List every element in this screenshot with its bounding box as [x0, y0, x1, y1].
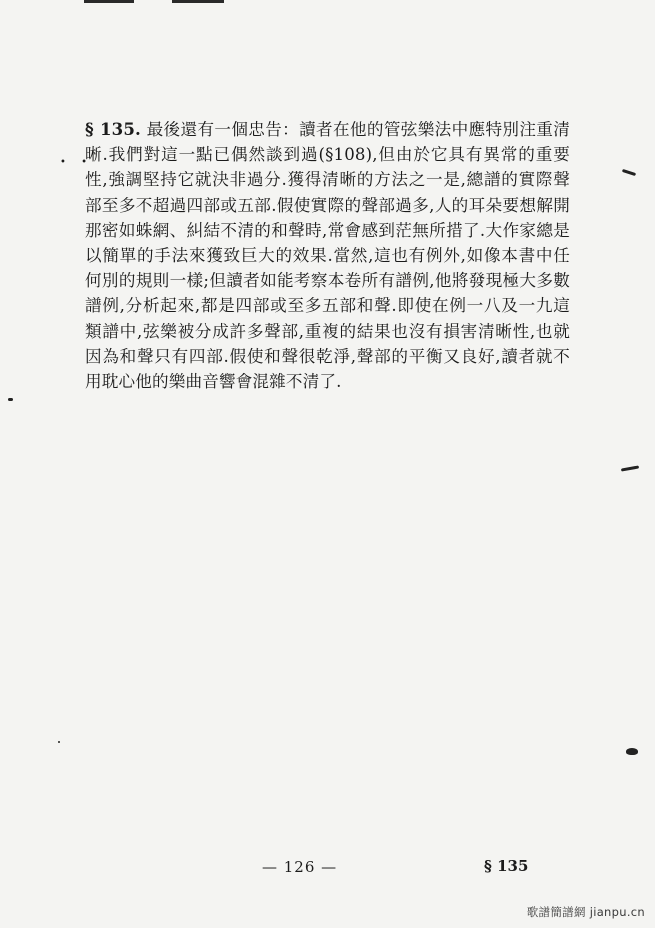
emphasis-dots: • •: [60, 157, 93, 168]
running-head: § 135: [484, 857, 529, 875]
paragraph-text: 最後還有一個忠告：讀者在他的管弦樂法中應特別注重清晰.我們對這一點已偶然談到過(§108),但由於它具有異常的重要性,強調堅持它就決非過分.獲得清晰的方法之一是,總譜的實際聲部至多不超過四部或五部.假使實際的聲部過多,人的耳朵要想解開那密如蛛網、糾結不清的和聲時,常會感到茫無所措了.大作家總是以簡單的手法來獲致巨大的效果.當然,這也有例外,如像本書中任何別的規則一樣;但讀者如能考察本卷所有譜例,他將發現極大多數譜例,分析起來,都是四部或至多五部和聲.即使在例一八及一九這類譜中,弦樂被分成許多聲部,重複的結果也沒有損害清晰性,也就因為和聲只有四部.假使和聲很乾淨,聲部的平衡又良好,讀者就不用耽心他的樂曲音響會混雜不清了.: [85, 120, 570, 392]
body-paragraph: [85, 117, 570, 394]
site-watermark: 歌譜簡譜網 jianpu.cn: [526, 905, 645, 919]
top-edge-rule: [172, 0, 224, 3]
top-edge-rule: [84, 0, 134, 3]
scan-artifact: [8, 398, 13, 401]
scan-artifact: [621, 465, 639, 471]
scan-artifact: [622, 169, 636, 176]
scan-artifact: [626, 748, 638, 755]
page-number: — 126 —: [262, 858, 338, 876]
scan-artifact: [58, 741, 60, 743]
section-number: § 135.: [85, 119, 141, 139]
